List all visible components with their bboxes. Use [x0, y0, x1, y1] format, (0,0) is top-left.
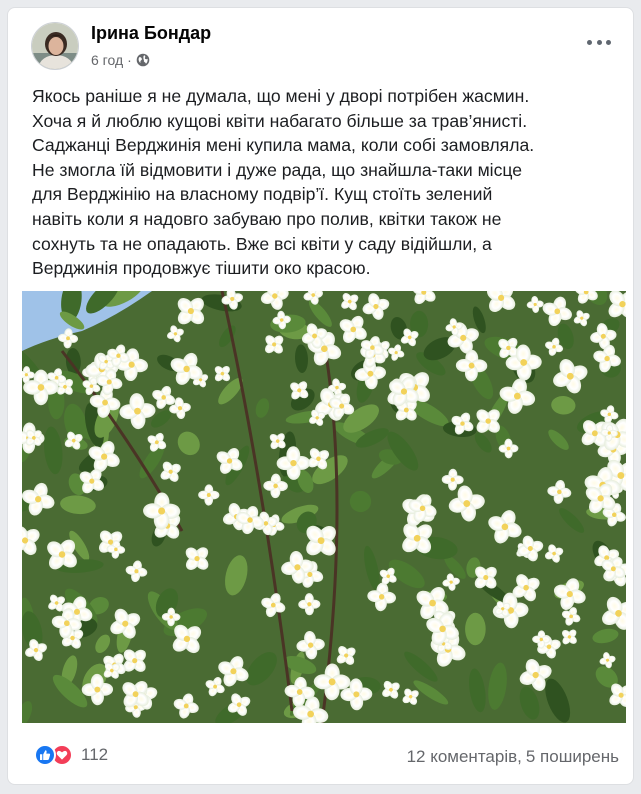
post-header [8, 8, 633, 78]
meta-separator: · [127, 52, 132, 68]
post-text-line: сохнуть та не опадають. Вже всі квіти у саду відійшли, а [32, 233, 492, 254]
avatar[interactable] [31, 22, 79, 70]
post-card [7, 7, 634, 785]
post-text-line: для Верджінію на власному подвір’ї. Кущ стоїть зелений [32, 184, 493, 205]
post-meta [91, 52, 150, 68]
post-text-line: Верджинія продовжує тішити око красою. [32, 258, 371, 279]
post-text-line: навіть коли я надовго забуваю про полив, квітки також не [32, 208, 502, 229]
reaction-count: 112 [81, 745, 109, 764]
shares-count[interactable]: 5 поширень [525, 747, 619, 766]
comments-count[interactable]: 12 коментарів, [406, 747, 522, 766]
post-time[interactable]: 6 год [91, 52, 124, 68]
post-photo[interactable] [22, 291, 626, 723]
post-text-line: Не змогла їй відмовити і дуже рада, що знайшла-таки місце [32, 159, 523, 180]
post-text-line: Саджанці Верджинія мені купила мама, коли собі замовляла. [32, 135, 535, 156]
reactions-summary[interactable] [34, 744, 108, 766]
post-text-line: Хоча я й люблю кущові квіти набагато більше за трав’янисті. [32, 110, 528, 131]
post-text [32, 84, 622, 281]
globe-icon [136, 53, 150, 67]
more-options-icon[interactable] [587, 36, 611, 48]
author-name[interactable]: Ірина Бондар [91, 23, 212, 43]
like-icon [34, 744, 56, 766]
more-dot [606, 40, 611, 45]
more-dot [597, 40, 602, 45]
post-footer [8, 738, 633, 778]
more-dot [587, 40, 592, 45]
engagement-stats [407, 747, 619, 767]
post-text-line: Якось раніше я не думала, що мені у дворі потрібен жасмин. [32, 86, 530, 106]
